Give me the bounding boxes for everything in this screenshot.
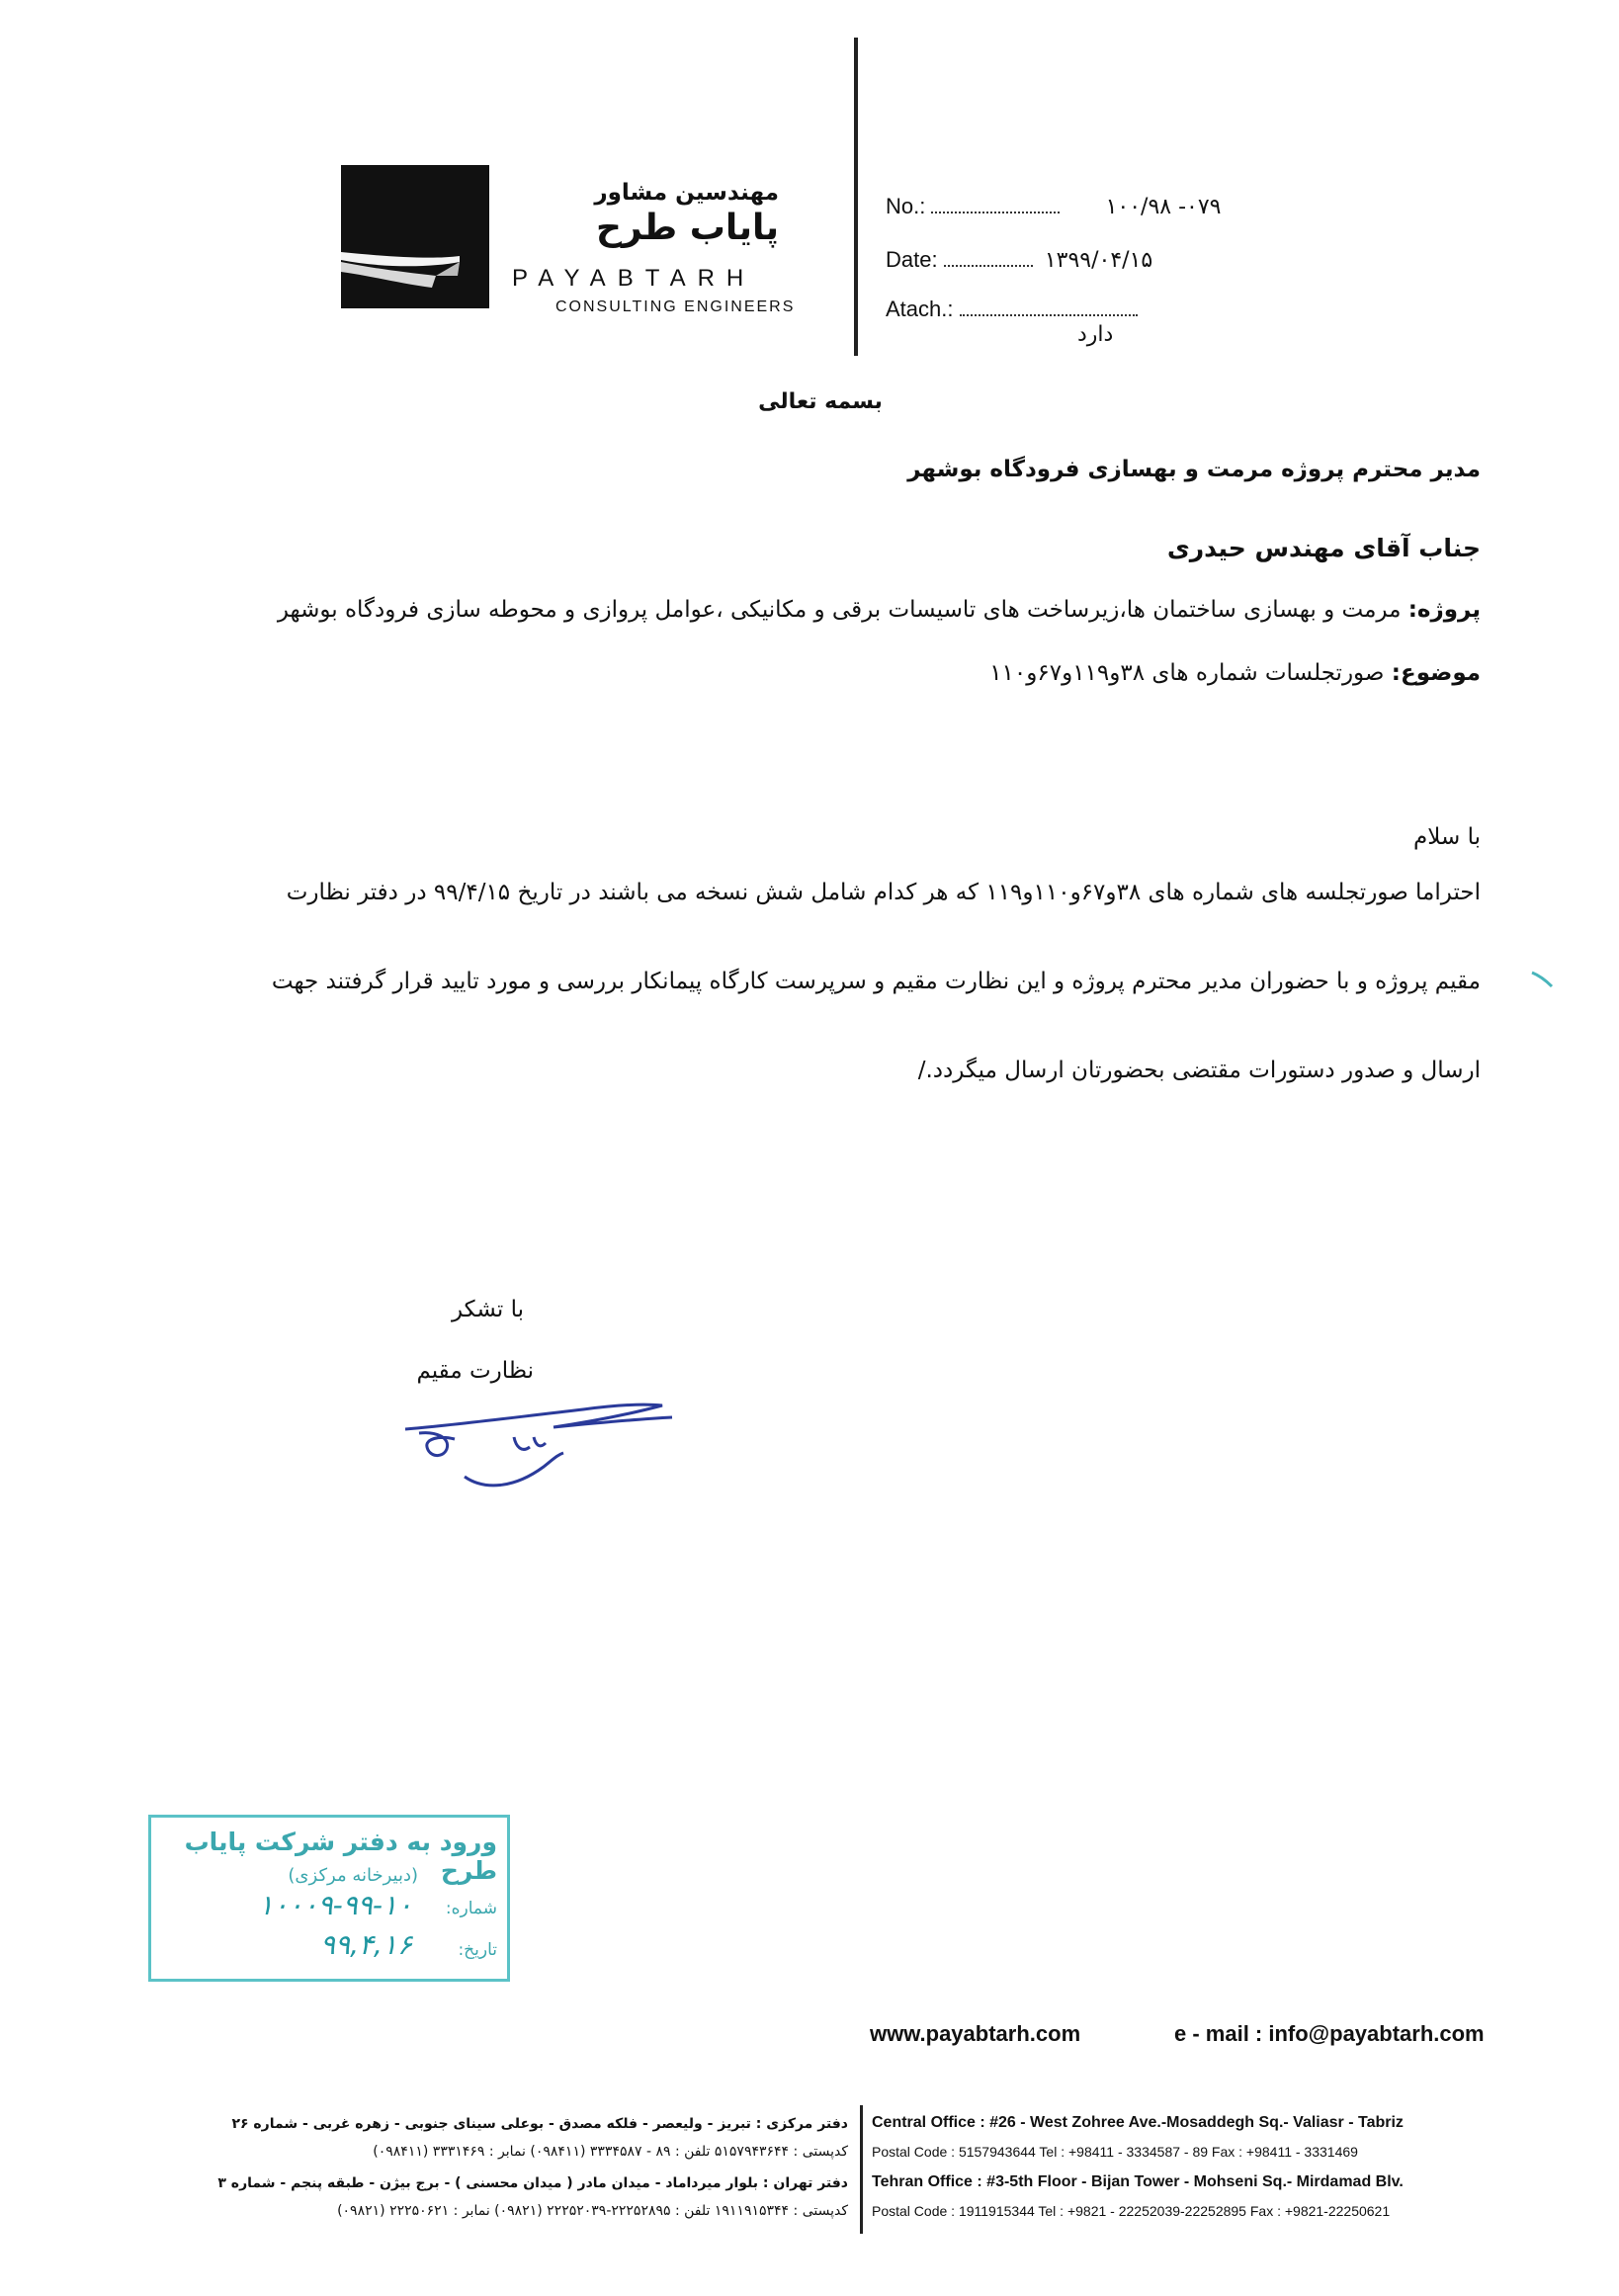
project-line	[278, 597, 1481, 623]
signatory: نظارت مقیم	[416, 1358, 534, 1384]
header-divider	[854, 38, 858, 356]
letter-attachment-label: Atach.:	[886, 297, 954, 321]
website-link[interactable]: www.payabtarh.com	[870, 2021, 1081, 2046]
stamp-date-label: تاریخ:	[458, 1940, 497, 1960]
company-logo	[341, 165, 489, 308]
letter-date-value: ۱۳۹۹/۰۴/۱۵	[1044, 248, 1153, 273]
footer-address-fa: دفتر تهران : بلوار میرداماد - میدان مادر ( میدان محسنی ) - برج بیژن - طبقه پنجم - شماره ۳	[217, 2175, 848, 2191]
greeting: با سلام	[1413, 824, 1481, 850]
stamp-subtitle: (دبیرخانه مرکزی)	[288, 1865, 418, 1886]
recipient-title: مدیر محترم پروژه مرمت و بهسازی فرودگاه بوشهر	[907, 457, 1481, 482]
body-line: مقیم پروژه و با حضوران مدیر محترم پروژه و این نظارت مقیم و سرپرست کارگاه پیمانکار بررسی و مورد تایید قرار گرفتند جهت	[271, 969, 1481, 994]
subject-label: موضوع:	[1391, 660, 1481, 686]
letter-date-row	[886, 247, 1152, 273]
stamp-date-value: ۹۹,۴,۱۶	[320, 1928, 412, 1961]
letter-attachment-value: دارد	[1077, 322, 1114, 347]
footer-address-fa: دفتر مرکزی : تبریز - ولیعصر - فلکه مصدق - بوعلی سینای جنوبی - زهره غربی - شماره ۲۶	[231, 2116, 848, 2132]
company-subtitle-en: CONSULTING ENGINEERS	[555, 298, 796, 315]
company-name-fa: پایاب طرح	[595, 208, 779, 248]
stamp-number-label: شماره:	[445, 1899, 497, 1918]
footer-contact-en: Postal Code : 5157943644 Tel : +98411 - 3334587 - 89 Fax : +98411 - 3331469	[872, 2144, 1358, 2160]
footer-address-en: Central Office : #26 - West Zohree Ave.-Mosaddegh Sq.- Valiasr - Tabriz	[872, 2114, 1404, 2131]
company-subtitle-fa: مهندسین مشاور	[594, 180, 779, 206]
email-link[interactable]: e - mail : info@payabtarh.com	[1174, 2021, 1485, 2046]
letter-number-row	[886, 194, 1221, 219]
subject-line	[989, 660, 1481, 686]
stamp-title: ورود به دفتر شرکت پایاب طرح	[184, 1828, 497, 1885]
footer-divider	[860, 2105, 863, 2234]
letter-number-label: No.:	[886, 194, 926, 218]
company-name-en: PAYABTARH	[512, 265, 756, 292]
handwritten-signature	[395, 1398, 692, 1510]
project-label: پروژه:	[1407, 597, 1481, 623]
footer-address-en: Tehran Office : #3-5th Floor - Bijan Tower - Mohseni Sq.- Mirdamad Blv.	[872, 2173, 1404, 2190]
subject-text: صورتجلسات شماره های ۳۸و۱۱۹و۶۷و۱۱۰	[989, 660, 1392, 686]
received-stamp	[148, 1815, 510, 1982]
margin-mark	[1528, 967, 1558, 994]
recipient-name: جناب آقای مهندس حیدری	[1166, 534, 1481, 562]
letter-date-label: Date:	[886, 247, 938, 272]
body-line: ارسال و صدور دستورات مقتضی بحضورتان ارسال میگردد./	[917, 1058, 1481, 1083]
project-text: مرمت و بهسازی ساختمان ها،زیرساخت های تاسیسات برقی و مکانیکی ،عوامل پروازی و محوطه سازی فرودگاه بوشهر	[277, 597, 1408, 623]
invocation: بسمه تعالی	[758, 389, 883, 414]
letter-attachment-row	[886, 297, 1138, 322]
closing: با تشکر	[451, 1297, 524, 1322]
body-line: احتراما صورتجلسه های شماره های ۳۸و۶۷و۱۱۰و۱۱۹ که هر کدام شامل شش نسخه می باشند در تاریخ ۹۹/۴/۱۵ در دفتر نظارت	[286, 880, 1481, 905]
footer-contact-en: Postal Code : 1911915344 Tel : +9821 - 22252039-22252895 Fax : +9821-22250621	[872, 2203, 1391, 2219]
letter-number-value: ۱۰۰/۹۸ -۰۷۹	[1105, 195, 1222, 219]
stamp-number-value: ۱۰۰۰۹-۹۹-۱۰	[258, 1889, 412, 1921]
footer-contact-fa: کدپستی : ۵۱۵۷۹۴۳۶۴۴ تلفن : ۸۹ - ۳۳۳۴۵۸۷ (۰۹۸۴۱۱) نمابر : ۳۳۳۱۴۶۹ (۰۹۸۴۱۱)	[373, 2144, 848, 2160]
logo-graphic	[341, 165, 489, 308]
footer-contact-fa: کدپستی : ۱۹۱۱۹۱۵۳۴۴ تلفن : ۲۲۲۵۲۸۹۵-۲۲۲۵۲۰۳۹ (۰۹۸۲۱) نمابر : ۲۲۲۵۰۶۲۱ (۰۹۸۲۱)	[337, 2203, 848, 2219]
